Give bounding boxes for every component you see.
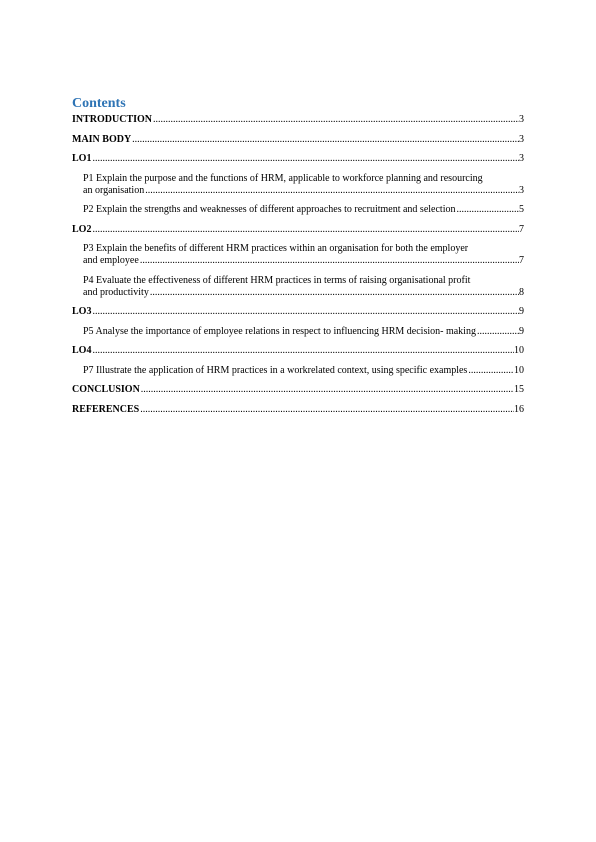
toc-entry-text: and productivity [83, 286, 149, 298]
toc-page-number: 15 [514, 384, 524, 395]
toc-page-number: 10 [514, 345, 524, 356]
toc-entry-lo4[interactable] [72, 345, 524, 357]
table-of-contents [72, 96, 524, 423]
toc-page-number: 3 [519, 133, 524, 145]
toc-entry-text: LO1 [72, 153, 92, 164]
toc-page-number: 7 [519, 223, 524, 235]
dot-leader [132, 134, 519, 146]
dot-leader [150, 287, 519, 299]
toc-entry-introduction[interactable] [72, 114, 524, 126]
dot-leader [153, 114, 519, 126]
dot-leader [477, 326, 519, 338]
dot-leader [145, 185, 519, 197]
toc-heading: Contents [72, 96, 126, 111]
dot-leader [141, 384, 514, 396]
toc-page-number: 16 [514, 403, 524, 415]
dot-leader [92, 306, 519, 318]
toc-entry-text: REFERENCES [72, 403, 140, 415]
toc-entry-p5[interactable] [72, 326, 524, 338]
toc-page-number: 3 [519, 153, 524, 164]
toc-entry-p3[interactable] [72, 243, 524, 267]
toc-page-number: 9 [519, 306, 524, 317]
toc-entry-text: an organisation [83, 184, 145, 196]
toc-entry-p7[interactable] [72, 365, 524, 377]
toc-entry-main-body[interactable] [72, 134, 524, 146]
toc-page-number: 7 [519, 255, 524, 266]
toc-entry-text: P2 Explain the strengths and weaknesses of different approaches to recruitment and selection [83, 204, 456, 215]
toc-entry-text: INTRODUCTION [72, 114, 153, 125]
toc-entry-text: MAIN BODY [72, 133, 132, 145]
dot-leader [140, 255, 519, 267]
toc-entry-text: CONCLUSION [72, 384, 140, 395]
toc-entry-lo2[interactable] [72, 224, 524, 236]
toc-entry-text-first-line: P1 Explain the purpose and the functions of HRM, applicable to workforce planning and resourcing [83, 172, 483, 184]
toc-page-number: 3 [519, 114, 524, 125]
toc-entry-text: LO2 [72, 223, 92, 235]
toc-entry-p2[interactable] [72, 204, 524, 216]
toc-entry-text: P5 Analyse the importance of employee relations in respect to influencing HRM decision- making [83, 325, 476, 337]
toc-entry-text-first-line: P4 Evaluate the effectiveness of different HRM practices in terms of raising organisational profit [83, 274, 471, 286]
toc-entry-text: LO4 [72, 345, 92, 356]
toc-entry-references[interactable] [72, 404, 524, 416]
toc-entry-lo1[interactable] [72, 153, 524, 165]
dot-leader [92, 224, 519, 236]
toc-entry-text: LO3 [72, 306, 92, 317]
toc-page-number: 3 [519, 184, 524, 196]
dot-leader [92, 153, 519, 165]
toc-page-number: 10 [514, 364, 524, 376]
toc-entry-lo3[interactable] [72, 306, 524, 318]
dot-leader [456, 204, 519, 216]
toc-entry-text: and employee [83, 255, 139, 266]
dot-leader [468, 365, 514, 377]
toc-entry-p4[interactable] [72, 275, 524, 299]
toc-entry-text-first-line: P3 Explain the benefits of different HRM practices within an organisation for both the employer [83, 243, 469, 254]
toc-entry-p1[interactable] [72, 173, 524, 197]
dot-leader [92, 345, 514, 357]
toc-entry-text: P7 Illustrate the application of HRM practices in a workrelated context, using specific examples [83, 364, 468, 376]
toc-page-number: 9 [519, 325, 524, 337]
toc-entry-conclusion[interactable] [72, 384, 524, 396]
toc-page-number: 8 [519, 286, 524, 298]
toc-page-number: 5 [519, 204, 524, 215]
dot-leader [140, 404, 514, 416]
